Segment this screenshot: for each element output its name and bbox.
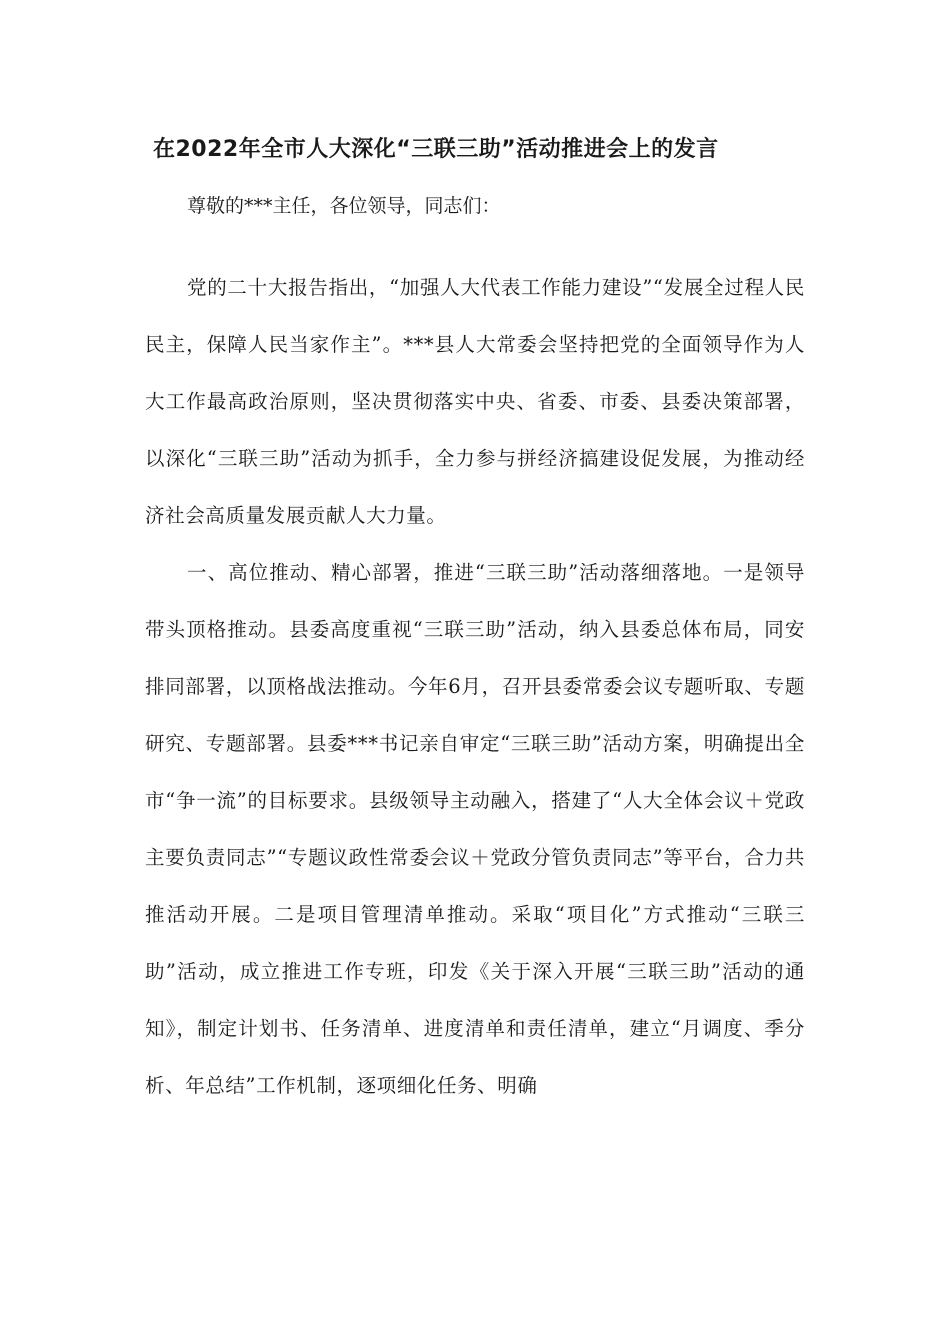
salutation: 尊敬的***主任，各位领导，同志们： bbox=[187, 195, 501, 217]
paragraph-section-one: 一、高位推动、精心部署，推进“三联三助”活动落细落地。一是领导带头顶格推动。县委高度重视“三联三助”活动，纳入县委总体布局，同安排同部署，以顶格战法推动。今年6月，召开县委常委会议专题听取、专题研究、专题部署。县委***书记亲自审定“三联三助”活动方案，明确提出全市“争一流”的目标要求。县级领导主动融入，搭建了“人大全体会议＋党政主要负责同志”“专题议政性常委会议＋党政分管负责同志”等平台，合力共推活动开展。二是项目管理清单推动。采取“项目化”方式推动“三联三助”活动，成立推进工作专班，印发《关于深入开展“三联三助”活动的通知》，制定计划书、任务清单、进度清单和责任清单，建立“月调度、季分析、年总结”工作机制，逐项细化任务、明确 bbox=[145, 561, 805, 1097]
paragraph-intro: 党的二十大报告指出，“加强人大代表工作能力建设”“发展全过程人民民主，保障人民当家作主”。***县人大常委会坚持把党的全面领导作为人大工作最高政治原则，坚决贯彻落实中央、省委、市委、县委决策部署，以深化“三联三助”活动为抓手，全力参与拼经济搞建设促发展，为推动经济社会高质量发展贡献人大力量。 bbox=[145, 276, 805, 527]
document-page bbox=[145, 130, 805, 1114]
document-title: 在2022年全市人大深化“三联三助”活动推进会上的发言 bbox=[153, 137, 719, 162]
